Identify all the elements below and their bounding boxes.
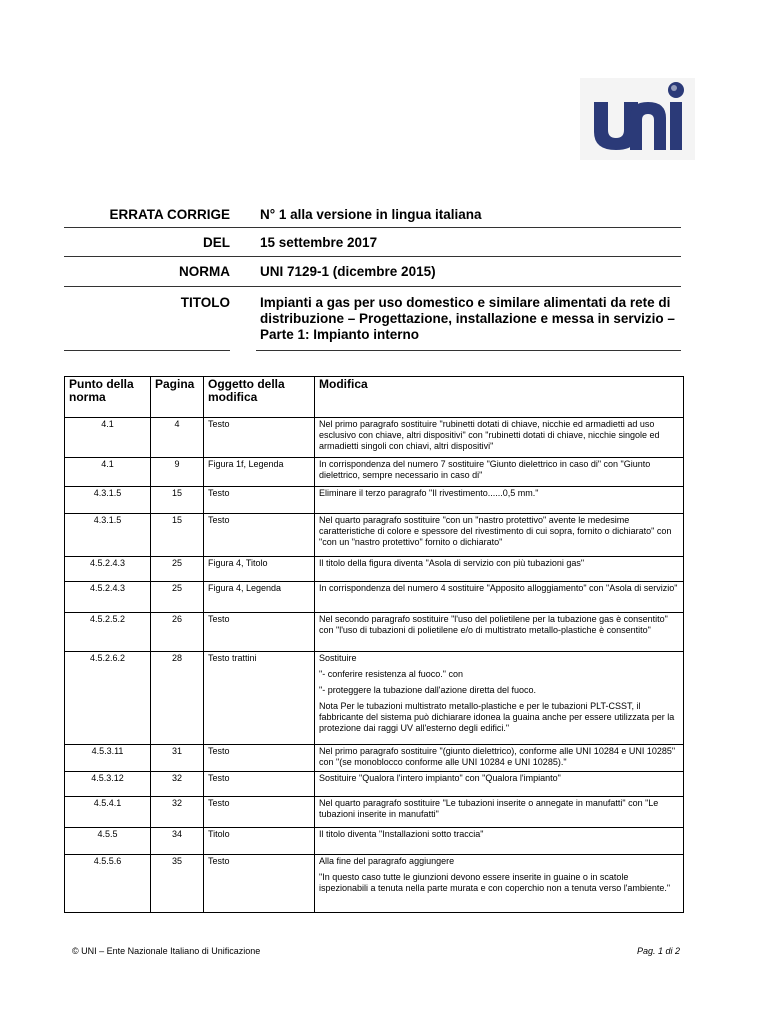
header-row-del bbox=[64, 228, 681, 257]
cell-modifica bbox=[315, 613, 684, 652]
cell-modifica bbox=[315, 855, 684, 913]
header-value: Impianti a gas per uso domestico e similare alimentati da rete di distribuzione – Progettazione, installazione e messa in servizio – Parte 1: Impianto interno bbox=[256, 287, 681, 351]
cell-pagina: 26 bbox=[151, 613, 204, 652]
cell-oggetto: Figura 1f, Legenda bbox=[204, 458, 315, 487]
cell-modifica bbox=[315, 745, 684, 772]
cell-modifica bbox=[315, 828, 684, 855]
column-header: Pagina bbox=[151, 377, 204, 418]
cell-oggetto: Testo bbox=[204, 855, 315, 913]
modifica-paragraph: Eliminare il terzo paragrafo "Il rivestimento......0,5 mm." bbox=[319, 488, 539, 498]
header-value: N° 1 alla versione in lingua italiana bbox=[260, 207, 482, 222]
page-footer bbox=[72, 946, 680, 956]
errata-header bbox=[64, 200, 681, 351]
table-row bbox=[65, 652, 684, 745]
modifica-paragraph: "- proteggere la tubazione dall'azione diretta del fuoco. bbox=[319, 685, 537, 695]
table-row bbox=[65, 514, 684, 557]
modifica-paragraph: Alla fine del paragrafo aggiungere bbox=[319, 856, 455, 866]
header-label: ERRATA CORRIGE bbox=[109, 207, 230, 222]
cell-modifica bbox=[315, 557, 684, 582]
cell-punto: 4.5.4.1 bbox=[65, 797, 151, 828]
header-row-norma bbox=[64, 257, 681, 287]
modifica-paragraph: Il titolo diventa "Installazioni sotto traccia" bbox=[319, 829, 484, 839]
cell-oggetto: Testo bbox=[204, 797, 315, 828]
modifica-paragraph: Il titolo della figura diventa "Asola di servizio con più tubazioni gas" bbox=[319, 558, 585, 568]
cell-punto: 4.3.1.5 bbox=[65, 487, 151, 514]
cell-oggetto: Testo bbox=[204, 418, 315, 458]
cell-oggetto: Figura 4, Titolo bbox=[204, 557, 315, 582]
column-header: Oggetto della modifica bbox=[204, 377, 315, 418]
modifica-paragraph: Nel quarto paragrafo sostituire "con un "nastro protettivo" avente le medesime caratteristiche di colore e spessore del rivestimento di cui sopra, fornito o dichiarato" con "con un "nastro protettivo" fornito o dichiarato" bbox=[319, 515, 672, 547]
modifications-table bbox=[64, 376, 684, 913]
cell-punto: 4.5.5.6 bbox=[65, 855, 151, 913]
column-header: Modifica bbox=[315, 377, 684, 418]
table-row bbox=[65, 855, 684, 913]
cell-modifica bbox=[315, 797, 684, 828]
cell-modifica bbox=[315, 514, 684, 557]
column-header: Punto della norma bbox=[65, 377, 151, 418]
modifica-paragraph: Nel primo paragrafo sostituire "rubinetti dotati di chiave, nicchie ed armadietti ad uso esclusivo con chiave, altri dispositivi" con "rubinetti dotati di chiave, nicchie singole ed armadietti singoli con chiavi, altri dispositivi" bbox=[319, 419, 660, 451]
modifica-paragraph: Nota Per le tubazioni multistrato metallo-plastiche e per le tubazioni PLT-CSST, il fabbricante del sistema può dichiarare idonea la guaina anche per essere utilizzata per la protezione dai raggi UV all'esterno degli edifici." bbox=[319, 701, 675, 733]
cell-modifica bbox=[315, 652, 684, 745]
cell-oggetto: Testo bbox=[204, 514, 315, 557]
uni-logo bbox=[580, 78, 695, 160]
table-row bbox=[65, 613, 684, 652]
cell-oggetto: Testo bbox=[204, 613, 315, 652]
cell-pagina: 25 bbox=[151, 557, 204, 582]
table-row bbox=[65, 797, 684, 828]
cell-punto: 4.5.3.11 bbox=[65, 745, 151, 772]
cell-oggetto: Testo bbox=[204, 745, 315, 772]
cell-pagina: 35 bbox=[151, 855, 204, 913]
modifica-paragraph: Sostituire "Qualora l'intero impianto" con "Qualora l'impianto" bbox=[319, 773, 561, 783]
table-row bbox=[65, 487, 684, 514]
cell-modifica bbox=[315, 487, 684, 514]
modifica-paragraph: Nel primo paragrafo sostituire "(giunto dielettrico), conforme alle UNI 10284 e UNI 10285" con "(se monoblocco conforme alle UNI 10284 e UNI 10285)." bbox=[319, 746, 676, 767]
cell-pagina: 9 bbox=[151, 458, 204, 487]
cell-oggetto: Titolo bbox=[204, 828, 315, 855]
table-row bbox=[65, 828, 684, 855]
cell-pagina: 32 bbox=[151, 797, 204, 828]
modifica-paragraph: "- conferire resistenza al fuoco." con bbox=[319, 669, 463, 679]
cell-punto: 4.5.2.4.3 bbox=[65, 582, 151, 613]
modifica-paragraph: In corrispondenza del numero 4 sostituire "Apposito alloggiamento" con "Asola di servizio" bbox=[319, 583, 678, 593]
cell-modifica bbox=[315, 458, 684, 487]
footer-copyright: © UNI – Ente Nazionale Italiano di Unificazione bbox=[72, 946, 261, 956]
cell-oggetto: Figura 4, Legenda bbox=[204, 582, 315, 613]
cell-modifica bbox=[315, 582, 684, 613]
cell-punto: 4.5.3.12 bbox=[65, 772, 151, 797]
table-header-row bbox=[65, 377, 684, 418]
cell-punto: 4.1 bbox=[65, 418, 151, 458]
table-row bbox=[65, 745, 684, 772]
table-row bbox=[65, 582, 684, 613]
cell-punto: 4.3.1.5 bbox=[65, 514, 151, 557]
cell-pagina: 28 bbox=[151, 652, 204, 745]
header-value: 15 settembre 2017 bbox=[260, 235, 378, 250]
modifica-paragraph: Nel quarto paragrafo sostituire "Le tubazioni inserite o annegate in manufatti" con "Le tubazioni inserite in manufatti" bbox=[319, 798, 659, 819]
cell-pagina: 25 bbox=[151, 582, 204, 613]
cell-punto: 4.5.2.6.2 bbox=[65, 652, 151, 745]
cell-pagina: 15 bbox=[151, 487, 204, 514]
cell-oggetto: Testo bbox=[204, 772, 315, 797]
header-row-titolo bbox=[64, 287, 681, 351]
header-label: NORMA bbox=[179, 264, 230, 279]
cell-punto: 4.5.2.5.2 bbox=[65, 613, 151, 652]
cell-pagina: 31 bbox=[151, 745, 204, 772]
modifica-paragraph: Nel secondo paragrafo sostituire "l'uso del polietilene per la tubazione gas è consentito" con "l'uso di tubazioni di polietilene e/o di multistrato metallo-plastiche è consentito" bbox=[319, 614, 668, 635]
cell-punto: 4.1 bbox=[65, 458, 151, 487]
table-row bbox=[65, 772, 684, 797]
table-row bbox=[65, 418, 684, 458]
header-label: TITOLO bbox=[64, 287, 230, 351]
modifica-paragraph: "In questo caso tutte le giunzioni devono essere inserite in guaine o in scatole ispezionabili a tenuta nella parte murata e con coperchio non a tenuta verso l'ambiente." bbox=[319, 872, 671, 893]
cell-punto: 4.5.2.4.3 bbox=[65, 557, 151, 582]
modifica-paragraph: In corrispondenza del numero 7 sostituire "Giunto dielettrico in caso di" con "Giunto dielettrico, sempre necessario in caso di" bbox=[319, 459, 651, 480]
cell-pagina: 4 bbox=[151, 418, 204, 458]
page-number: Pag. 1 di 2 bbox=[636, 946, 680, 956]
cell-pagina: 34 bbox=[151, 828, 204, 855]
cell-modifica bbox=[315, 772, 684, 797]
cell-oggetto: Testo trattini bbox=[204, 652, 315, 745]
cell-punto: 4.5.5 bbox=[65, 828, 151, 855]
modifica-paragraph: Sostituire bbox=[319, 653, 357, 663]
header-value: UNI 7129-1 (dicembre 2015) bbox=[260, 264, 436, 279]
header-label: DEL bbox=[203, 235, 230, 250]
cell-pagina: 15 bbox=[151, 514, 204, 557]
cell-pagina: 32 bbox=[151, 772, 204, 797]
table-row bbox=[65, 458, 684, 487]
cell-oggetto: Testo bbox=[204, 487, 315, 514]
cell-modifica bbox=[315, 418, 684, 458]
header-row-errata bbox=[64, 200, 681, 228]
table-row bbox=[65, 557, 684, 582]
